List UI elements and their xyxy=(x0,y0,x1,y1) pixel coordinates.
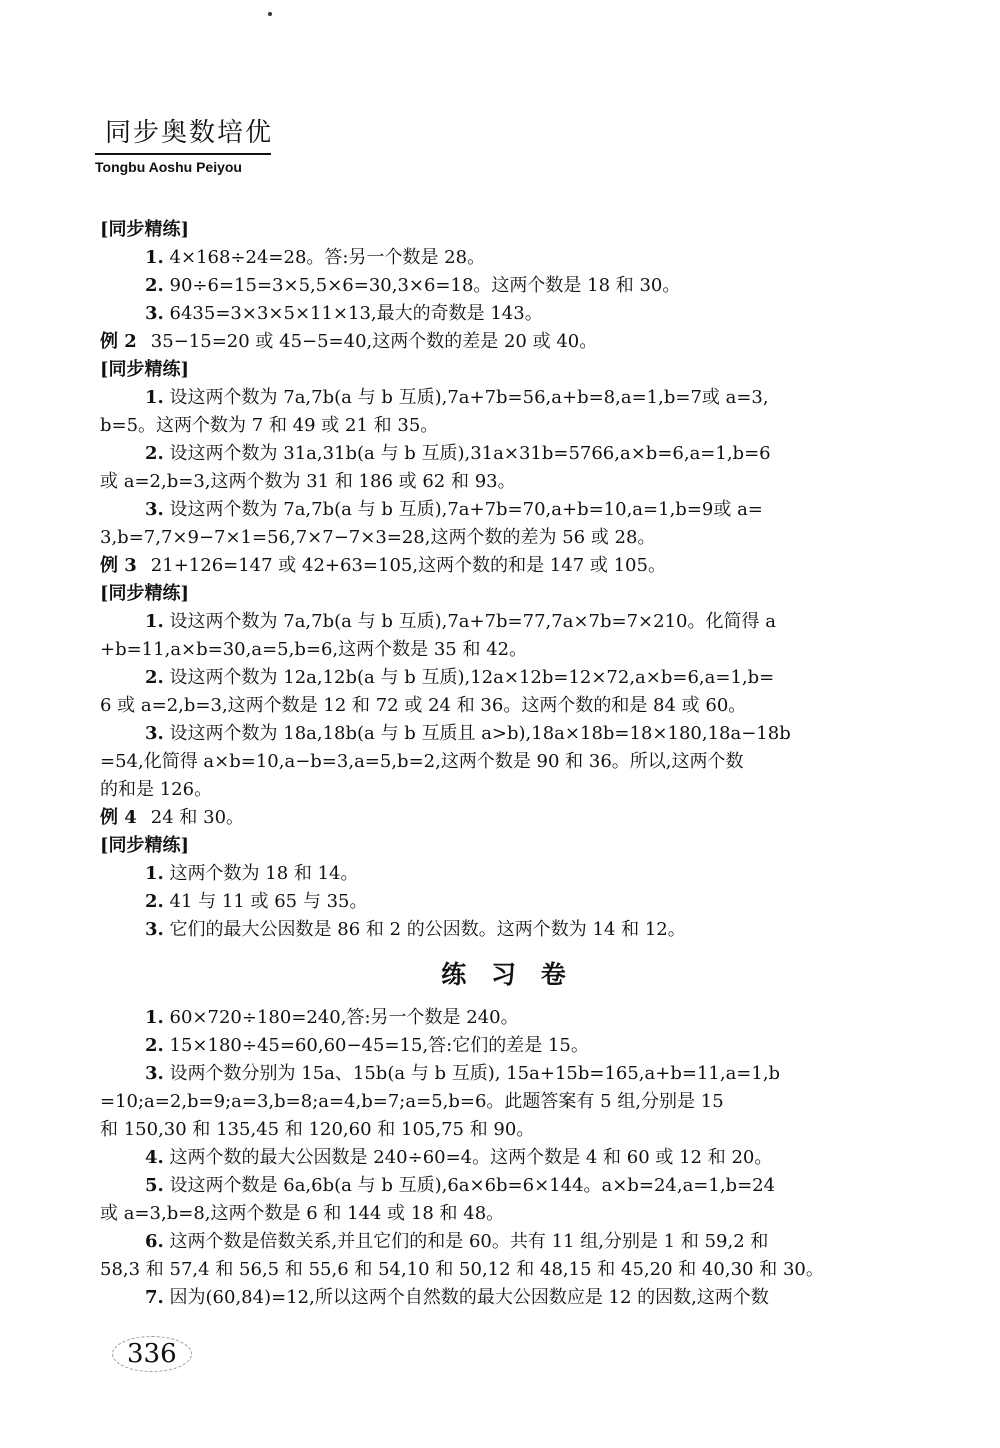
example-line xyxy=(100,804,915,832)
example-text: 24 和 30。 xyxy=(150,807,245,828)
example-line xyxy=(100,328,915,356)
item-number: 2. xyxy=(145,667,164,688)
item-text: 设这两个数为 7a,7b(a 与 b 互质),7a+7b=77,7a×7b=7×210。化简得 a xyxy=(169,611,776,632)
practice-heading: [同步精练] xyxy=(100,219,190,240)
ink-speck xyxy=(268,12,272,16)
practice-heading: [同步精练] xyxy=(100,583,190,604)
item-number: 3. xyxy=(145,303,164,324)
item-number: 1. xyxy=(145,1007,164,1028)
practice-heading: [同步精练] xyxy=(100,359,190,380)
example-label: 例 4 xyxy=(100,807,137,828)
header-title-cn: 同步奥数培优 xyxy=(105,118,274,148)
answer-item xyxy=(100,1032,915,1060)
item-number: 5. xyxy=(145,1175,164,1196)
answer-item xyxy=(100,916,915,944)
item-text: 设这两个数为 18a,18b(a 与 b 互质且 a>b),18a×18b=18×180,18a−18b xyxy=(169,723,791,744)
answer-item xyxy=(100,888,915,916)
continuation-line: 3,b=7,7×9−7×1=56,7×7−7×3=28,这两个数的差为 56 或 28。 xyxy=(100,527,656,548)
answer-item xyxy=(100,1284,915,1312)
answer-item xyxy=(100,496,915,524)
continuation-line: 6 或 a=2,b=3,这两个数是 12 和 72 或 24 和 36。这两个数的和是 84 或 60。 xyxy=(100,695,747,716)
running-header xyxy=(95,112,273,175)
continuation-line: 的和是 126。 xyxy=(100,779,213,800)
answer-item xyxy=(100,860,915,888)
continuation-line: b=5。这两个数为 7 和 49 或 21 和 35。 xyxy=(100,415,439,436)
answer-item xyxy=(100,300,915,328)
answer-item xyxy=(100,608,915,636)
answer-item xyxy=(100,272,915,300)
item-number: 3. xyxy=(145,919,164,940)
item-text: 它们的最大公因数是 86 和 2 的公因数。这两个数为 14 和 12。 xyxy=(169,919,686,940)
answer-body xyxy=(100,216,915,1312)
item-text: 90÷6=15=3×5,5×6=30,3×6=18。这两个数是 18 和 30。 xyxy=(169,275,681,296)
item-text: 这两个数的最大公因数是 240÷60=4。这两个数是 4 和 60 或 12 和 20。 xyxy=(169,1147,773,1168)
item-text: 41 与 11 或 65 与 35。 xyxy=(169,891,368,912)
continuation-line: +b=11,a×b=30,a=5,b=6,这两个数是 35 和 42。 xyxy=(100,639,528,660)
item-text: 6435=3×3×5×11×13,最大的奇数是 143。 xyxy=(169,303,543,324)
page-number: 336 xyxy=(112,1336,192,1372)
item-text: 这两个数是倍数关系,并且它们的和是 60。共有 11 组,分别是 1 和 59,2 和 xyxy=(169,1231,769,1252)
answer-item xyxy=(100,244,915,272)
example-label: 例 3 xyxy=(100,555,137,576)
section-title: 练 习 卷 xyxy=(441,960,574,989)
item-number: 3. xyxy=(145,723,164,744)
item-text: 这两个数为 18 和 14。 xyxy=(169,863,359,884)
continuation-line: 和 150,30 和 135,45 和 120,60 和 105,75 和 90。 xyxy=(100,1119,535,1140)
item-text: 设这两个数为 12a,12b(a 与 b 互质),12a×12b=12×72,a×b=6,a=1,b= xyxy=(169,667,775,688)
item-number: 2. xyxy=(145,1035,164,1056)
answer-item xyxy=(100,1172,915,1200)
continuation-line: 或 a=2,b=3,这两个数为 31 和 186 或 62 和 93。 xyxy=(100,471,516,492)
answer-item xyxy=(100,440,915,468)
item-text: 4×168÷24=28。答:另一个数是 28。 xyxy=(169,247,486,268)
answer-item xyxy=(100,664,915,692)
answer-item xyxy=(100,1228,915,1256)
item-number: 1. xyxy=(145,863,164,884)
example-label: 例 2 xyxy=(100,331,137,352)
item-text: 设这两个数是 6a,6b(a 与 b 互质),6a×6b=6×144。a×b=24,a=1,b=24 xyxy=(169,1175,776,1196)
answer-item xyxy=(100,1060,915,1088)
continuation-line: =10;a=2,b=9;a=3,b=8;a=4,b=7;a=5,b=6。此题答案有 5 组,分别是 15 xyxy=(100,1091,724,1112)
answer-item xyxy=(100,384,915,412)
item-number: 1. xyxy=(145,611,164,632)
practice-heading: [同步精练] xyxy=(100,835,190,856)
answer-item xyxy=(100,1144,915,1172)
example-line xyxy=(100,552,915,580)
item-text: 60×720÷180=240,答:另一个数是 240。 xyxy=(169,1007,519,1028)
continuation-line: 58,3 和 57,4 和 56,5 和 55,6 和 54,10 和 50,12 和 48,15 和 45,20 和 40,30 和 30。 xyxy=(100,1259,824,1280)
item-number: 4. xyxy=(145,1147,164,1168)
item-text: 设这两个数为 7a,7b(a 与 b 互质),7a+7b=70,a+b=10,a=1,b=9或 a= xyxy=(169,499,763,520)
item-number: 2. xyxy=(145,891,164,912)
header-title-en: Tongbu Aoshu Peiyou xyxy=(95,159,242,175)
answer-item xyxy=(100,1004,915,1032)
item-number: 7. xyxy=(145,1287,164,1308)
item-text: 设两个数分别为 15a、15b(a 与 b 互质), 15a+15b=165,a+b=11,a=1,b xyxy=(169,1063,781,1084)
header-rule xyxy=(95,153,271,155)
item-number: 2. xyxy=(145,443,164,464)
answer-item xyxy=(100,720,915,748)
item-number: 2. xyxy=(145,275,164,296)
continuation-line: =54,化简得 a×b=10,a−b=3,a=5,b=2,这两个数是 90 和 36。所以,这两个数 xyxy=(100,751,744,772)
example-text: 21+126=147 或 42+63=105,这两个数的和是 147 或 105。 xyxy=(150,555,666,576)
example-text: 35−15=20 或 45−5=40,这两个数的差是 20 或 40。 xyxy=(150,331,598,352)
item-number: 6. xyxy=(145,1231,164,1252)
item-number: 3. xyxy=(145,1063,164,1084)
item-text: 因为(60,84)=12,所以这两个自然数的最大公因数应是 12 的因数,这两个数 xyxy=(169,1287,769,1308)
item-text: 设这两个数为 31a,31b(a 与 b 互质),31a×31b=5766,a×b=6,a=1,b=6 xyxy=(169,443,771,464)
continuation-line: 或 a=3,b=8,这两个数是 6 和 144 或 18 和 48。 xyxy=(100,1203,505,1224)
item-number: 1. xyxy=(145,247,164,268)
item-number: 3. xyxy=(145,499,164,520)
item-number: 1. xyxy=(145,387,164,408)
item-text: 设这两个数为 7a,7b(a 与 b 互质),7a+7b=56,a+b=8,a=1,b=7或 a=3, xyxy=(169,387,769,408)
item-text: 15×180÷45=60,60−45=15,答:它们的差是 15。 xyxy=(169,1035,589,1056)
